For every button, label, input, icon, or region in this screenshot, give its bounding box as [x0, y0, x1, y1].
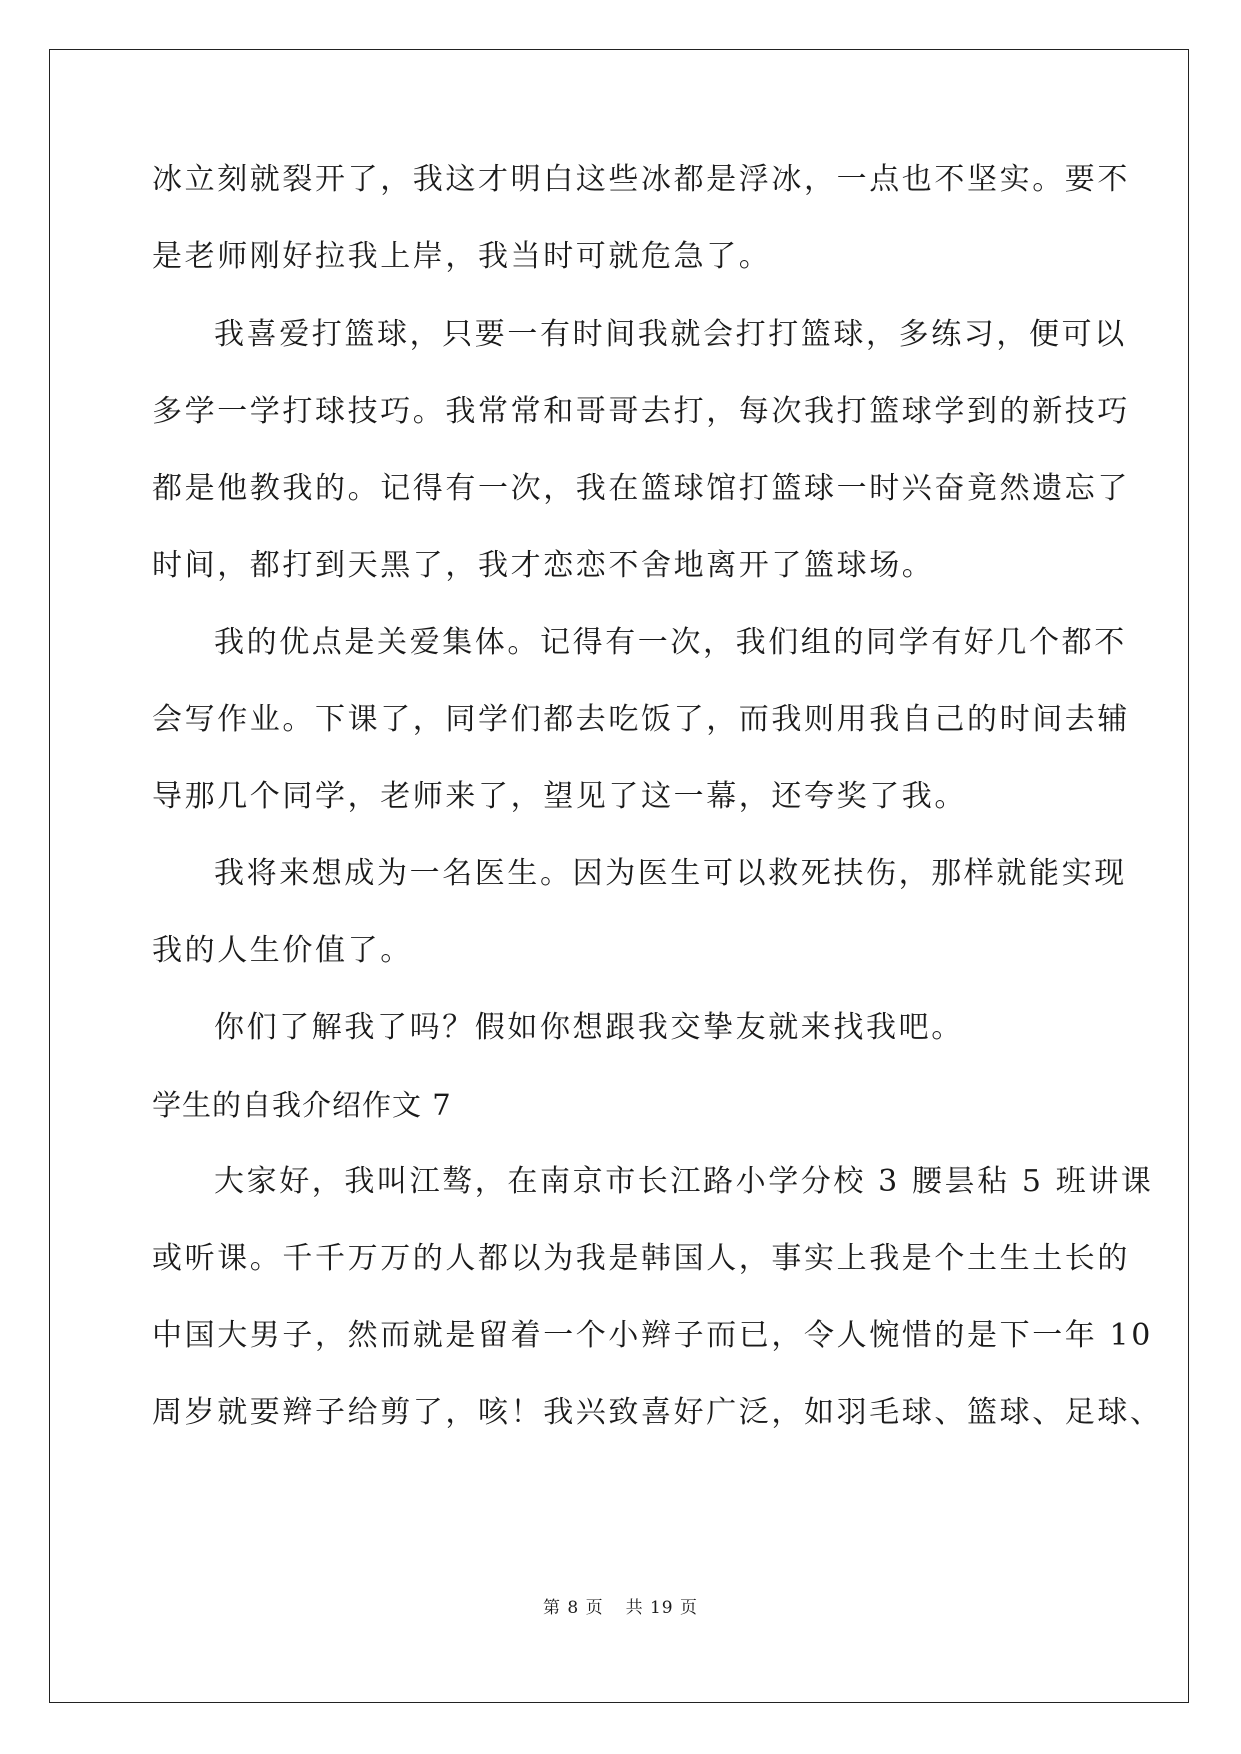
text-line: 都是他教我的。记得有一次，我在篮球馆打篮球一时兴奋竟然遗忘了 — [152, 471, 1130, 506]
text-line: 中国大男子，然而就是留着一个小辫子而已，令人惋惜的是下一年 10 — [152, 1318, 1153, 1353]
section-heading: 学生的自我介绍作文 7 — [152, 1088, 452, 1122]
text-line: 周岁就要辫子给剪了，咳！我兴致喜好广泛，如羽毛球、篮球、足球、 — [152, 1395, 1163, 1430]
text-line: 或听课。千千万万的人都以为我是韩国人，事实上我是个土生土长的 — [152, 1241, 1130, 1276]
paragraph-first-line: 我将来想成为一名医生。因为医生可以救死扶伤，那样就能实现 — [214, 856, 1127, 891]
paragraph-first-line: 我的优点是关爱集体。记得有一次，我们组的同学有好几个都不 — [214, 625, 1127, 660]
text-line: 导那几个同学，老师来了，望见了这一幕，还夸奖了我。 — [152, 779, 967, 814]
paragraph-first-line: 大家好，我叫江骜，在南京市长江路小学分校 3 腰昙秥 5 班讲课 — [214, 1164, 1154, 1199]
text-line: 我的人生价值了。 — [152, 933, 413, 968]
paragraph-first-line: 我喜爱打篮球，只要一有时间我就会打打篮球，多练习，便可以 — [214, 317, 1127, 352]
page-total: 共 19 页 — [625, 1598, 699, 1618]
text-line: 多学一学打球技巧。我常常和哥哥去打，每次我打篮球学到的新技巧 — [152, 394, 1130, 429]
text-line: 时间，都打到天黑了，我才恋恋不舍地离开了篮球场。 — [152, 548, 935, 583]
page-footer — [0, 1596, 1241, 1620]
paragraph-first-line: 你们了解我了吗？假如你想跟我交挚友就来找我吧。 — [214, 1010, 964, 1045]
text-line: 冰立刻就裂开了，我这才明白这些冰都是浮冰，一点也不坚实。要不 — [152, 162, 1130, 197]
text-line: 会写作业。下课了，同学们都去吃饭了，而我则用我自己的时间去辅 — [152, 702, 1130, 737]
page-number: 第 8 页 — [542, 1598, 604, 1618]
text-line: 是老师刚好拉我上岸，我当时可就危急了。 — [152, 239, 772, 274]
